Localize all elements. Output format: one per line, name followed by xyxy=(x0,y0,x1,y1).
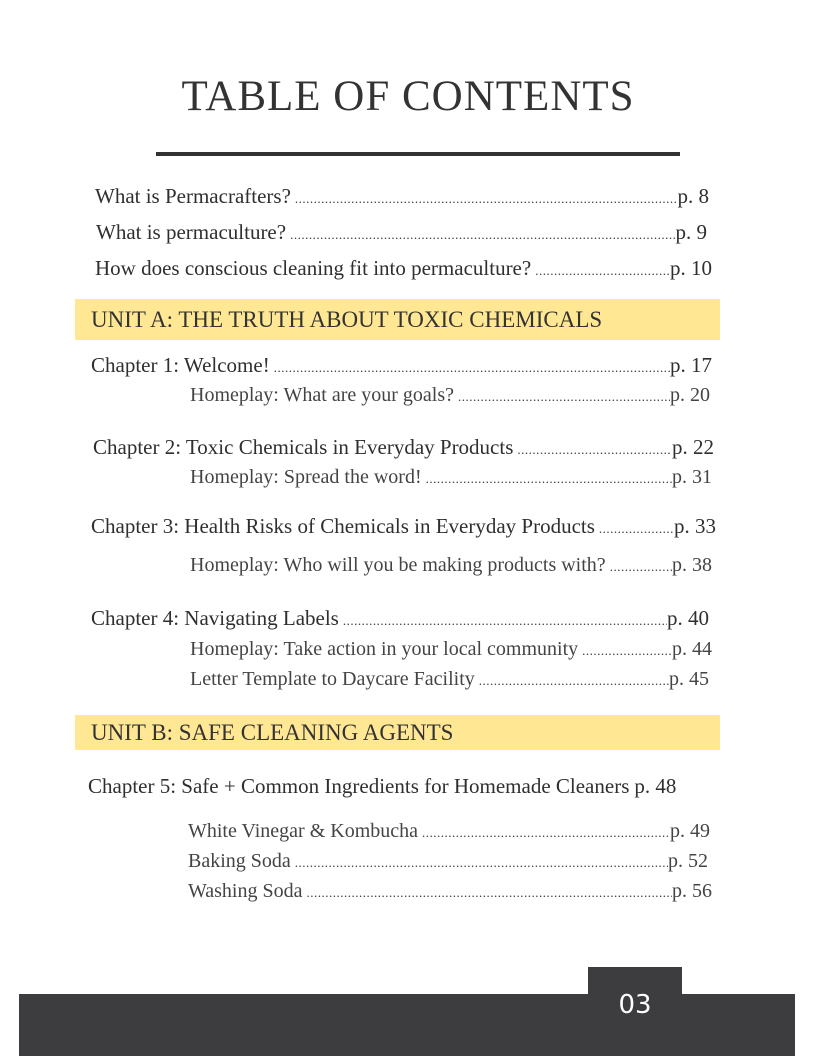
dot-leader xyxy=(426,471,672,487)
page-number: 03 xyxy=(618,990,652,1020)
title-divider xyxy=(156,152,680,156)
toc-entry-page: p. 20 xyxy=(670,384,710,406)
chapter-entry[interactable] xyxy=(91,606,709,636)
toc-entry-label: Chapter 1: Welcome! xyxy=(91,353,270,377)
chapter-entry[interactable] xyxy=(91,514,716,544)
dot-leader xyxy=(582,643,672,659)
unit-a-heading xyxy=(75,299,720,340)
toc-entry-label: Homeplay: Who will you be making products with? xyxy=(190,554,606,576)
ingredient-entry[interactable] xyxy=(188,880,712,910)
toc-entry-page: p. 49 xyxy=(670,820,710,842)
dot-leader xyxy=(343,613,667,629)
toc-entry-label: Chapter 3: Health Risks of Chemicals in Everyday Products xyxy=(91,514,595,538)
page-title: TABLE OF CONTENTS xyxy=(181,73,635,120)
homeplay-entry[interactable] xyxy=(190,466,712,496)
toc-entry-label: Washing Soda xyxy=(188,880,303,902)
chapter-entry[interactable] xyxy=(91,353,712,383)
toc-entry-page: p. 52 xyxy=(668,850,708,872)
dot-leader xyxy=(307,885,673,901)
dot-leader xyxy=(479,673,669,689)
homeplay-entry[interactable] xyxy=(190,554,712,584)
dot-leader xyxy=(599,521,674,537)
dot-leader xyxy=(535,263,670,279)
toc-entry-page: p. 56 xyxy=(672,880,712,902)
homeplay-entry[interactable] xyxy=(190,384,710,414)
dot-leader xyxy=(422,825,670,841)
toc-entry-page: p. 45 xyxy=(669,668,709,690)
toc-entry[interactable] xyxy=(95,256,712,286)
toc-entry-page: p. 44 xyxy=(672,638,712,660)
unit-a-title: UNIT A: THE TRUTH ABOUT TOXIC CHEMICALS xyxy=(91,306,603,332)
toc-entry-label: Chapter 5: Safe + Common Ingredients for Homemade Cleaners xyxy=(88,774,630,798)
homeplay-entry[interactable] xyxy=(190,638,712,668)
toc-entry-page: p. 40 xyxy=(667,606,709,630)
toc-entry-page: p. 8 xyxy=(677,184,709,208)
dot-leader xyxy=(274,360,670,376)
toc-entry-page: p. 31 xyxy=(672,466,712,488)
toc-entry-label: Chapter 4: Navigating Labels xyxy=(91,606,339,630)
unit-b-heading xyxy=(75,715,720,750)
toc-entry-page: p. 38 xyxy=(672,554,712,576)
toc-entry-page: p. 10 xyxy=(670,256,712,280)
dot-leader xyxy=(458,389,670,405)
toc-entry-label: White Vinegar & Kombucha xyxy=(188,820,419,842)
toc-entry-label: Homeplay: Spread the word! xyxy=(190,466,422,488)
toc-entry-label: Letter Template to Daycare Facility xyxy=(190,668,475,690)
toc-entry-label: Baking Soda xyxy=(188,850,291,872)
toc-entry[interactable] xyxy=(96,220,707,250)
dot-leader xyxy=(610,559,672,575)
toc-entry-label: Chapter 2: Toxic Chemicals in Everyday Products xyxy=(93,435,514,459)
chapter-entry[interactable] xyxy=(88,774,710,804)
toc-entry-page: p. 17 xyxy=(670,353,712,377)
chapter-entry[interactable] xyxy=(93,435,714,465)
ingredient-entry[interactable] xyxy=(188,820,710,850)
dot-leader xyxy=(517,442,672,458)
toc-entry-page: p. 48 xyxy=(634,774,677,798)
toc-entry-page: p. 9 xyxy=(675,220,707,244)
dot-leader xyxy=(295,855,668,871)
dot-leader xyxy=(295,191,678,207)
toc-entry-page: p. 33 xyxy=(674,514,716,538)
unit-b-title: UNIT B: SAFE CLEANING AGENTS xyxy=(91,719,454,745)
toc-entry[interactable] xyxy=(95,184,709,214)
dot-leader xyxy=(290,227,675,243)
toc-entry-label: How does conscious cleaning fit into permaculture? xyxy=(95,256,532,280)
toc-entry-label: What is permaculture? xyxy=(96,220,287,244)
toc-entry-label: Homeplay: What are your goals? xyxy=(190,384,454,406)
template-entry[interactable] xyxy=(190,668,709,698)
ingredient-entry[interactable] xyxy=(188,850,708,880)
toc-entry-page: p. 22 xyxy=(672,435,714,459)
toc-entry-label: Homeplay: Take action in your local community xyxy=(190,638,579,660)
toc-entry-label: What is Permacrafters? xyxy=(95,184,291,208)
